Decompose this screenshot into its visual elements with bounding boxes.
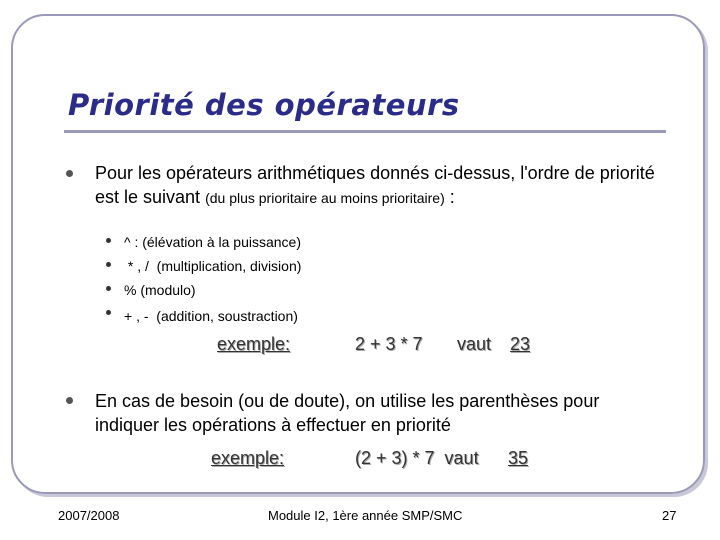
- example-1-result: 23: [510, 334, 531, 354]
- bullet-dot-icon: [66, 170, 73, 177]
- bullet-1-colon: :: [444, 187, 455, 207]
- priority-item: ^ : (élévation à la puissance): [124, 234, 301, 250]
- example-1-expression: 2 + 3 * 7: [355, 334, 423, 354]
- priority-item: * , / (multiplication, division): [124, 258, 302, 274]
- footer-date: 2007/2008: [58, 508, 120, 523]
- sub-bullet-icon: [106, 238, 111, 243]
- example-2-label: exemple:: [211, 448, 285, 468]
- bullet-2-text: En cas de besoin (ou de doute), on utilise les parenthèses pour indiquer les opérations à effectuer en priorité: [95, 391, 600, 435]
- title-underline: [64, 130, 666, 133]
- footer-course: Module I2, 1ère année SMP/SMC: [268, 508, 463, 523]
- slide-title: Priorité des opérateurs: [68, 88, 460, 122]
- priority-item: + , - (addition, soustraction): [124, 308, 298, 324]
- example-2-result: 35: [508, 448, 529, 468]
- bullet-1-text: [95, 161, 665, 210]
- priority-item: % (modulo): [124, 282, 196, 298]
- example-2-expression: (2 + 3) * 7 vaut: [355, 448, 479, 468]
- bullet-dot-icon: [66, 397, 73, 404]
- bullet-1-main: Pour les opérateurs arithmétiques donnés ci-dessus, l'ordre de priorité est le suivant: [95, 163, 655, 207]
- sub-bullet-icon: [106, 262, 111, 267]
- footer-page-number: 27: [662, 508, 677, 523]
- example-1-label: exemple:: [217, 334, 291, 354]
- example-1-result-prefix: vaut: [457, 334, 492, 354]
- sub-bullet-icon: [106, 286, 111, 291]
- sub-bullet-icon: [106, 310, 111, 315]
- bullet-1-note: (du plus prioritaire au moins prioritaire): [205, 190, 445, 206]
